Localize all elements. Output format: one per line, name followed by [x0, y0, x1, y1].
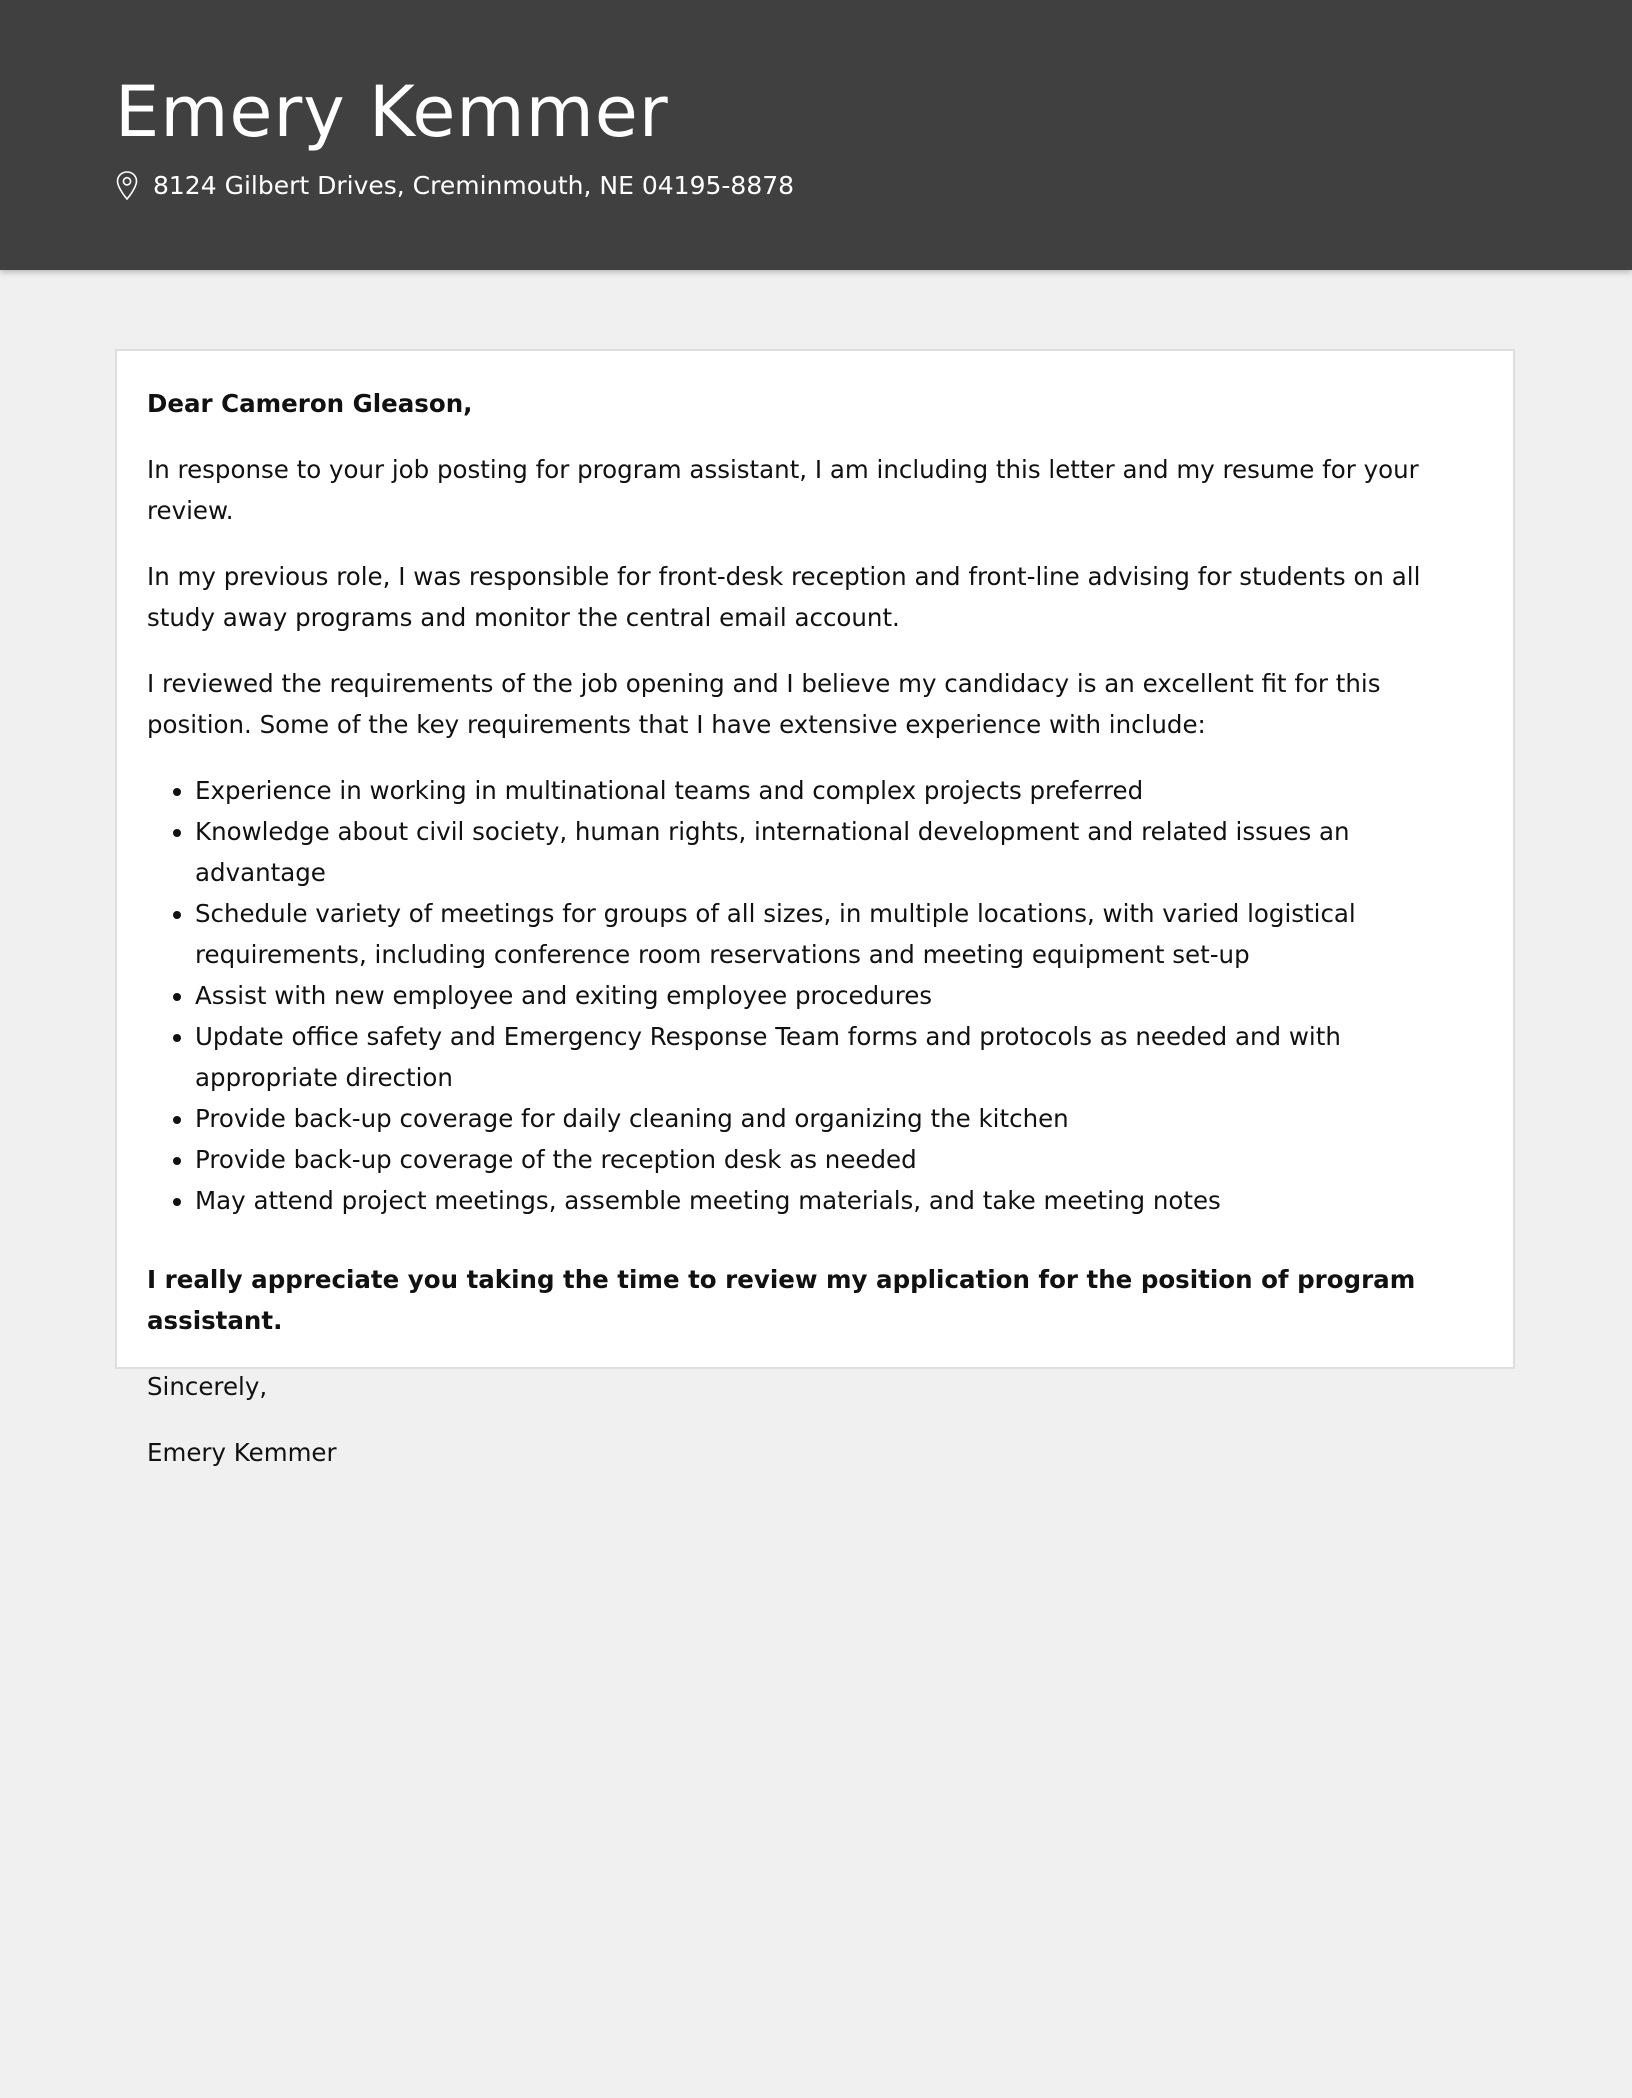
list-item: • Knowledge about civil society, human rights, international development and related issues an advantage: [195, 811, 1483, 893]
address-text: 8124 Gilbert Drives, Creminmouth, NE 04195-8878: [153, 171, 795, 200]
list-item: • Schedule variety of meetings for groups of all sizes, in multiple locations, with varied logistical requirements, including conference room reservations and meeting equipment set-up: [195, 893, 1483, 975]
cover-letter-card: [115, 349, 1515, 1467]
letter-signature: Emery Kemmer: [147, 1438, 337, 1467]
requirements-list: [147, 770, 1483, 1221]
letter-greeting: Dear Cameron Gleason,: [147, 389, 473, 418]
letter-closing: I really appreciate you taking the time to review my application for the position of program assistant.: [147, 1265, 1416, 1335]
list-item: • Update office safety and Emergency Response Team forms and protocols as needed and with appropriate direction: [195, 1016, 1483, 1098]
list-item: • Experience in working in multinational teams and complex projects preferred: [195, 770, 1483, 811]
list-item: • Provide back-up coverage of the reception desk as needed: [195, 1139, 1483, 1180]
letter-signoff: Sincerely,: [147, 1372, 268, 1401]
list-item: • Provide back-up coverage for daily cleaning and organizing the kitchen: [195, 1098, 1483, 1139]
list-item: • Assist with new employee and exiting employee procedures: [195, 975, 1483, 1016]
letter-paragraph-intro: In response to your job posting for program assistant, I am including this letter and my resume for your review.: [147, 455, 1419, 525]
letter-paragraph-previous-role: In my previous role, I was responsible for front-desk reception and front-line advising for students on all study away programs and monitor the central email account.: [147, 562, 1421, 632]
applicant-name: Emery Kemmer: [115, 71, 669, 153]
page-header: [0, 0, 1632, 270]
address-row: [115, 168, 794, 204]
list-item: • May attend project meetings, assemble meeting materials, and take meeting notes: [195, 1180, 1483, 1221]
letter-paragraph-requirements: I reviewed the requirements of the job opening and I believe my candidacy is an excellent fit for this position. Some of the key requirements that I have extensive experience with include:: [147, 669, 1381, 739]
map-pin-icon: [115, 170, 139, 202]
